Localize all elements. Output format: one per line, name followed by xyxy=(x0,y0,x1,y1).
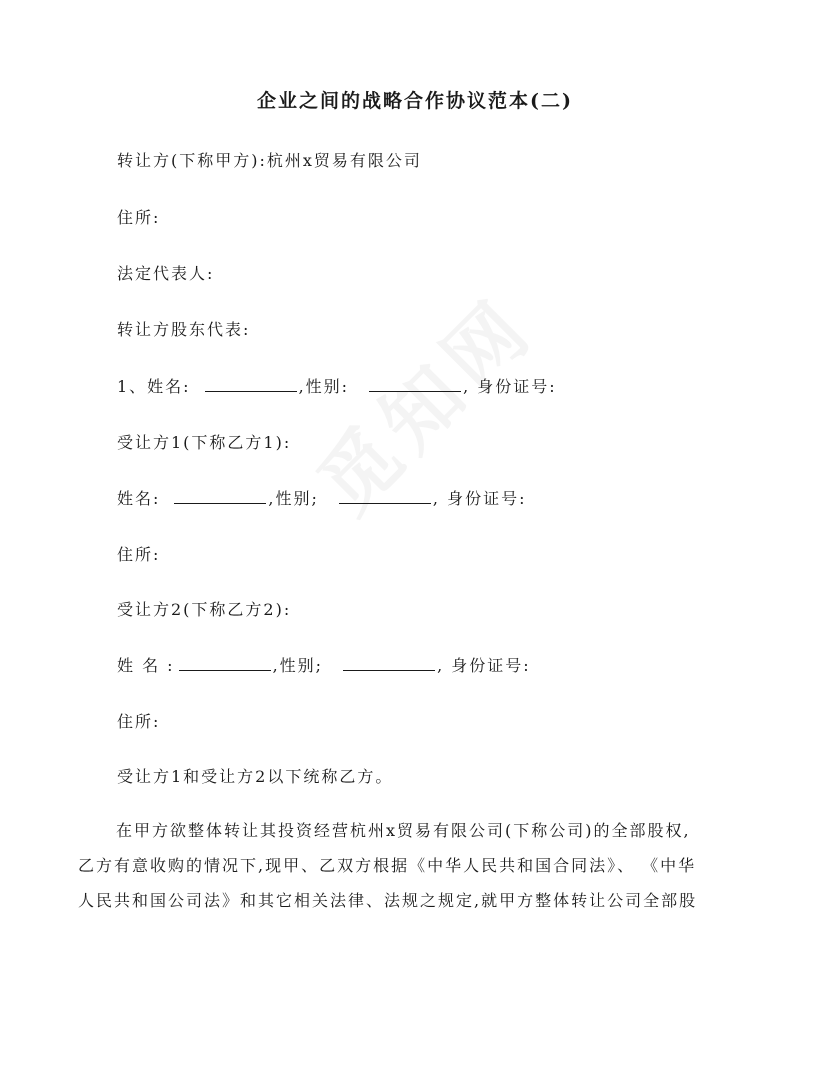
gender-label: ,性别: xyxy=(298,377,350,396)
gender-label: ,性别; xyxy=(272,656,324,675)
transferee2-line: 受让方2(下称乙方2): xyxy=(117,600,292,619)
name-blank[interactable] xyxy=(205,376,297,392)
name-label: 1、姓名: xyxy=(117,377,191,396)
address-label-3: 住所: xyxy=(117,712,161,731)
gender-label: ,性别; xyxy=(268,489,319,508)
shareholder-info-line xyxy=(117,374,557,397)
transferee2-info-line xyxy=(117,653,531,676)
paragraph-line: 乙方有意收购的情况下,现甲、乙双方根据《中华人民共和国合同法》、 《中华 xyxy=(78,856,697,875)
paragraph-line: 人民共和国公司法》和其它相关法律、法规之规定,就甲方整体转让公司全部股 xyxy=(78,891,698,910)
document-title: 企业之间的战略合作协议范本(二) xyxy=(257,90,573,112)
collective-line: 受让方1和受让方2以下统称乙方。 xyxy=(117,767,394,786)
transferor-line: 转让方(下称甲方):杭州x贸易有限公司 xyxy=(117,151,422,170)
address-label: 住所: xyxy=(117,208,161,227)
name-blank[interactable] xyxy=(179,655,271,671)
body-paragraph xyxy=(78,813,750,918)
name-blank[interactable] xyxy=(174,488,266,504)
legal-rep-label: 法定代表人: xyxy=(117,264,215,283)
id-label: , 身份证号: xyxy=(432,489,527,508)
address-label-2: 住所: xyxy=(117,545,161,564)
gender-blank[interactable] xyxy=(343,655,435,671)
shareholder-rep-label: 转让方股东代表: xyxy=(117,320,251,339)
paragraph-line: 在甲方欲整体转让其投资经营杭州x贸易有限公司(下称公司)的全部股权, xyxy=(116,821,691,840)
id-label: , 身份证号: xyxy=(463,377,557,396)
transferee1-line: 受让方1(下称乙方1): xyxy=(117,433,292,452)
transferee1-info-line xyxy=(117,486,526,509)
gender-blank[interactable] xyxy=(369,376,461,392)
name-label: 姓名: xyxy=(117,489,161,508)
name-label: 姓 名 : xyxy=(117,656,175,675)
gender-blank[interactable] xyxy=(339,488,431,504)
id-label: , 身份证号: xyxy=(437,656,531,675)
